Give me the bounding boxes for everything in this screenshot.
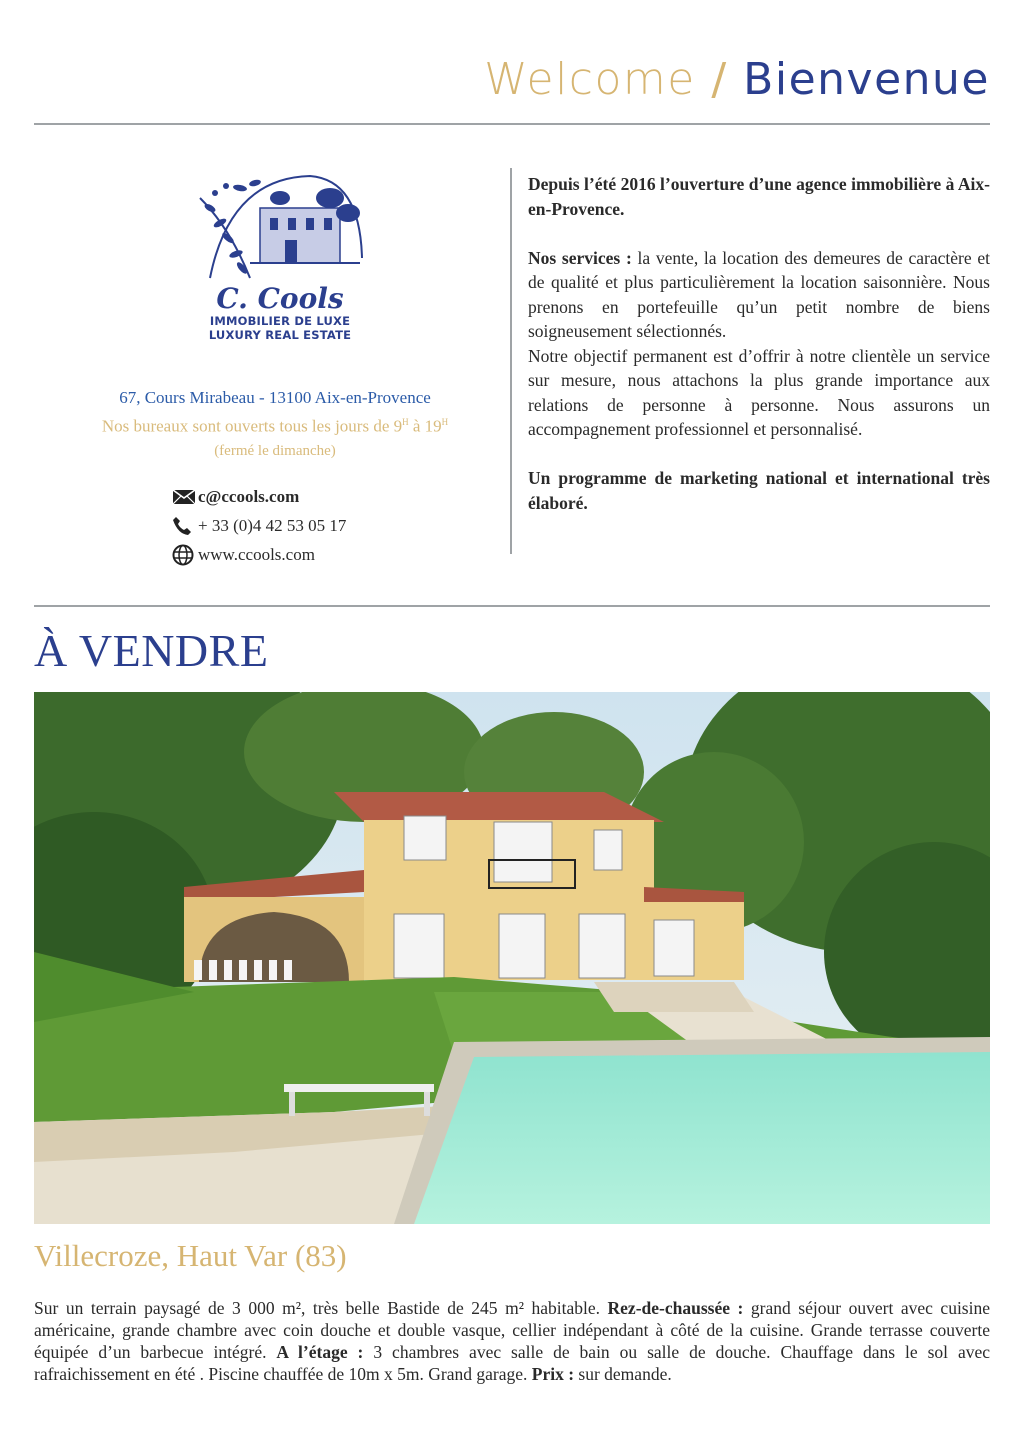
contact-list: [172, 482, 402, 569]
description-text: 3 chambres avec salle de bain ou salle de douche. Chauffage dans le sol avec rafraichissement en été . Piscine chauffée de 10m x 5m. Grand garage.: [34, 1342, 990, 1384]
marketing-text: Un programme de marketing national et international très élaboré.: [528, 468, 990, 513]
brand-tagline-en: LUXURY REAL ESTATE: [208, 328, 352, 342]
phone-row[interactable]: [172, 511, 402, 540]
objective-text: Notre objectif permanent est d’offrir à notre clientèle un service sur mesure, nous attachons la plus grande importance aux relations de personne à personne. Nous assurons un accompagnement professionnel et personnalisé.: [528, 345, 990, 439]
services-label: Nos services :: [528, 247, 632, 268]
email-row[interactable]: [172, 482, 402, 511]
section-title: À VENDRE: [34, 625, 269, 676]
column-divider: [510, 168, 512, 554]
olive-branch-logo-icon: [190, 168, 370, 288]
contact-block: [40, 386, 510, 463]
closed-day: (fermé le dimanche): [214, 442, 336, 459]
services-text: la vente, la location des demeures de caractère et de qualité et plus particulièrement la location saisonnière. Nous prenons en portefeuille qu’un petit nombre de biens soigneusement sélectionnés.: [528, 247, 990, 341]
price-label: Prix :: [531, 1364, 575, 1384]
globe-icon: [172, 544, 198, 566]
phone-icon: [172, 516, 198, 536]
description-text: Sur un terrain paysagé de 3 000 m², très belle Bastide de 245 m² habitable.: [34, 1298, 608, 1318]
hours-text: à 19: [408, 416, 442, 436]
upper-floor-label: A l’étage :: [276, 1342, 364, 1362]
hours-sup: H: [402, 417, 409, 427]
villa-with-pool-image: [34, 692, 990, 1224]
property-description: [34, 1297, 990, 1385]
website-link[interactable]: www.ccools.com: [198, 545, 315, 564]
opening-hours: [40, 410, 510, 439]
email-link[interactable]: c@ccools.com: [198, 487, 300, 506]
phone-number[interactable]: + 33 (0)4 42 53 05 17: [198, 516, 347, 535]
ground-floor-label: Rez-de-chaussée :: [607, 1298, 744, 1318]
header-divider: [34, 123, 990, 125]
address: 67, Cours Mirabeau - 13100 Aix-en-Provence: [119, 388, 431, 407]
intro-opening: Depuis l’été 2016 l’ouverture d’une agence immobilière à Aix-en-Provence.: [528, 174, 990, 219]
title-french: Bienvenue: [743, 54, 990, 105]
description-text: grand séjour ouvert avec cuisine américaine, grande chambre avec coin douche et double vasque, cellier indépendant à côté de la cuisine. Grande terrasse couverte équipée d’un barbecue intégré.: [34, 1298, 990, 1362]
brand-tagline-fr: IMMOBILIER DE LUXE: [209, 314, 351, 328]
hours-text: Nos bureaux sont ouverts tous les jours de 9: [101, 416, 403, 436]
title-separator: /: [711, 54, 728, 105]
brand-name: C. Cools: [216, 282, 344, 315]
intro-text: [528, 172, 990, 515]
page-title: [34, 54, 990, 124]
price-text: sur demande.: [574, 1364, 672, 1384]
brand-logo: [190, 168, 370, 368]
website-row[interactable]: [172, 540, 402, 569]
title-english: Welcome: [484, 54, 696, 105]
hours-sup: H: [441, 417, 449, 427]
property-photo: [34, 692, 990, 1224]
property-location: Villecroze, Haut Var (83): [34, 1238, 347, 1273]
section-divider: [34, 605, 990, 607]
envelope-icon: [172, 489, 198, 505]
